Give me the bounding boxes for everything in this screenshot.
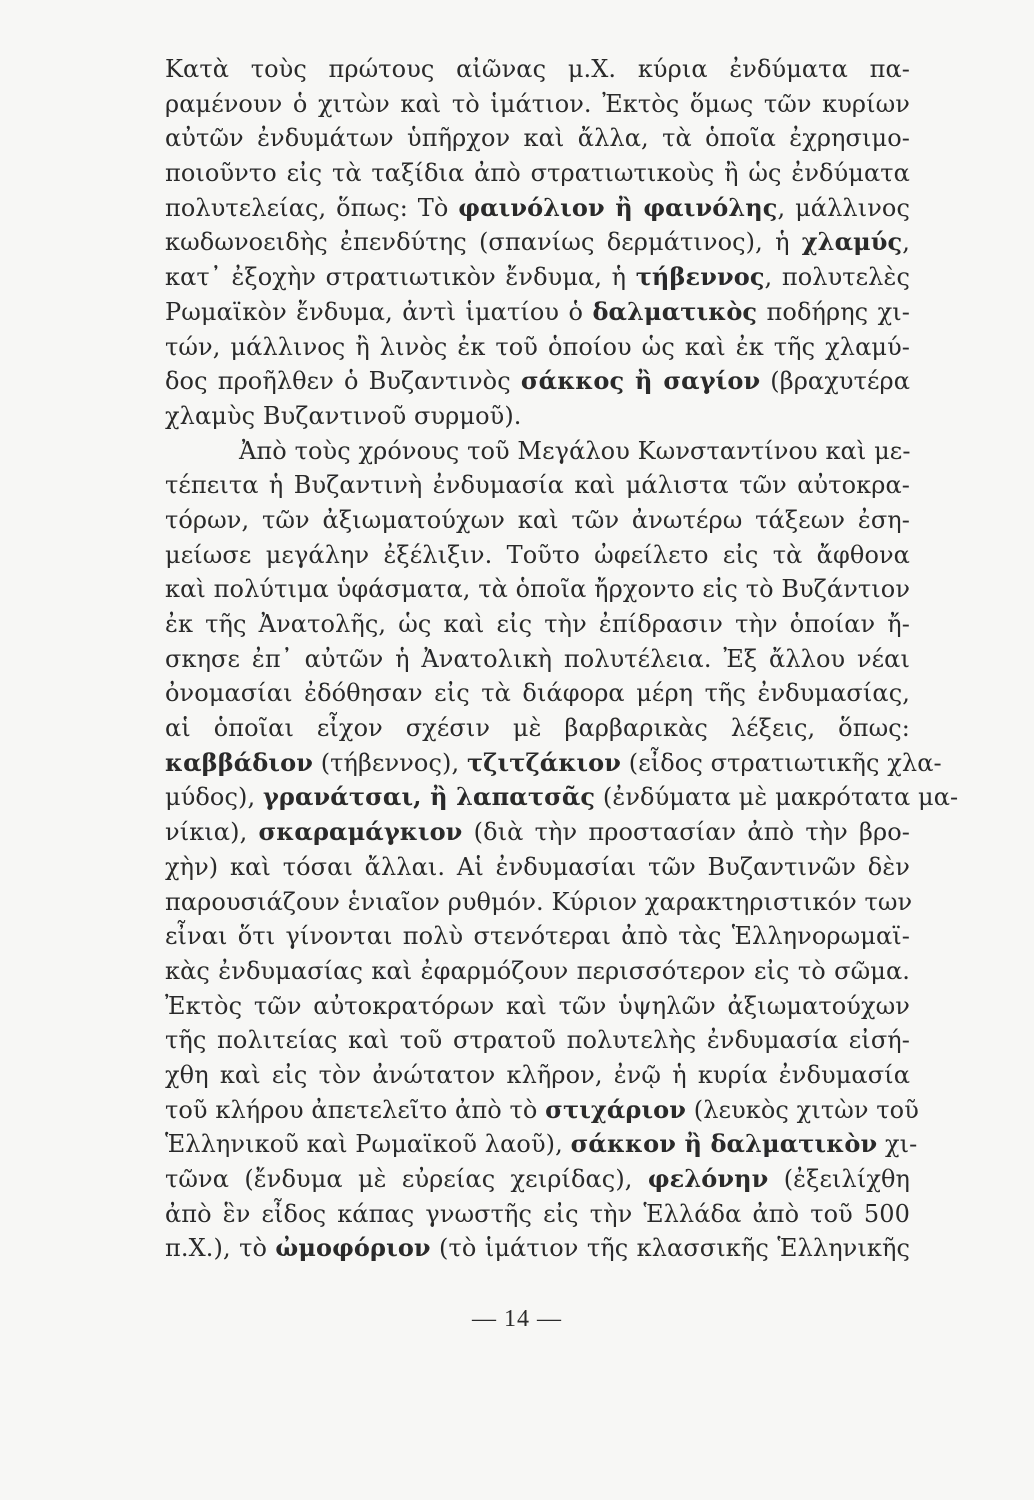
text-line xyxy=(165,989,910,1024)
text-line xyxy=(165,676,910,711)
text-segment: (ἐξειλίχθη xyxy=(768,1165,910,1193)
text-line xyxy=(165,1058,910,1093)
text-segment: τέπειτα ἡ Βυζαντινὴ ἐνδυμασία καὶ μάλιστα τῶν αὐτοκρα- xyxy=(165,471,910,500)
text-segment: τόρων, τῶν ἀξιωματούχων καὶ τῶν ἀνωτέρω τάξεων ἐση- xyxy=(165,505,910,534)
text-line xyxy=(165,191,910,226)
text-segment: (τὸ ἱμάτιον τῆς κλασσικῆς Ἑλληνικῆς xyxy=(430,1234,911,1263)
text-segment: κὰς ἐνδυμασίας καὶ ἐφαρμόζουν περισσότερον εἰς τὸ σῶμα. xyxy=(165,956,910,985)
text-segment: δος προῆλθεν ὁ Βυζαντινὸς xyxy=(165,367,521,396)
text-line xyxy=(165,850,910,885)
text-line xyxy=(165,711,910,746)
text-segment: χλαμὺς Βυζαντινοῦ συρμοῦ). xyxy=(165,401,522,430)
text-line xyxy=(165,503,910,538)
text-line xyxy=(165,364,910,399)
text-segment: αἱ ὁποῖαι εἶχον σχέσιν μὲ βαρβαρικὰς λέξεις, ὅπως: xyxy=(165,714,910,743)
text-segment: νίκια), xyxy=(165,818,259,847)
text-segment: , μάλλινος xyxy=(777,193,911,222)
text-segment: σκησε ἐπ᾽ αὐτῶν ἡ Ἀνατολικὴ πολυτέλεια. Ἐξ ἄλλου νέαι xyxy=(165,644,910,673)
text-line xyxy=(165,572,910,607)
bold-term: σάκκος ἢ σαγίον xyxy=(520,366,761,396)
text-segment: (βραχυτέρα xyxy=(760,367,910,396)
bold-term: στιχάριον xyxy=(545,1094,687,1124)
text-segment: τῆς πολιτείας καὶ τοῦ στρατοῦ πολυτελὴς ἐνδυμασία εἰσή- xyxy=(165,1026,910,1055)
text-line xyxy=(165,1231,910,1266)
page-number: — 14 — xyxy=(472,1306,562,1332)
bold-term: σάκκον ἢ δαλματικὸν xyxy=(570,1129,878,1159)
text-segment: Ἑλληνικοῦ καὶ Ρωμαϊκοῦ λαοῦ), xyxy=(165,1130,571,1159)
text-segment: ποδήρης χι- xyxy=(757,297,910,326)
body-text xyxy=(165,52,959,1266)
text-segment: (ἐνδύματα μὲ μακρότατα μα- xyxy=(595,783,959,812)
text-line xyxy=(165,1127,918,1162)
text-line xyxy=(165,954,910,989)
text-segment: κωδωνοειδὴς ἐπενδύτης (σπανίως δερμάτινος), ἡ xyxy=(165,228,802,257)
text-segment: χι- xyxy=(877,1130,918,1159)
text-segment: , xyxy=(902,228,910,257)
text-segment: ἀπὸ ἓν εἶδος κάπας γνωστῆς εἰς τὴν Ἑλλάδα ἀπὸ τοῦ 500 xyxy=(165,1199,910,1228)
text-segment: χθη καὶ εἰς τὸν ἀνώτατον κλῆρον, ἐνῷ ἡ κυρία ἐνδυμασία xyxy=(165,1060,910,1089)
text-segment: Ρωμαϊκὸν ἔνδυμα, ἀντὶ ἱματίου ὁ xyxy=(165,297,593,326)
text-segment: χὴν) καὶ τόσαι ἄλλαι. Αἱ ἐνδυμασίαι τῶν Βυζαντινῶν δὲν xyxy=(165,852,910,881)
text-line xyxy=(165,1197,910,1232)
text-segment: , πολυτελὲς xyxy=(764,263,911,292)
bold-term: φελόνην xyxy=(647,1164,769,1193)
text-segment: τοῦ κλήρου ἀπετελεῖτο ἀπὸ τὸ xyxy=(165,1095,546,1124)
bold-term: φαινόλιον ἢ φαινόλης xyxy=(458,192,778,222)
text-line xyxy=(165,538,910,573)
text-line xyxy=(165,52,910,87)
text-segment: τῶνα (ἔνδυμα μὲ εὐρείας χειρίδας), xyxy=(165,1165,648,1193)
text-line xyxy=(165,919,910,954)
bold-term: καββάδιον xyxy=(165,747,313,777)
text-segment: πολυτελείας, ὅπως: Τὸ xyxy=(165,193,459,222)
text-line xyxy=(165,295,910,330)
text-segment: Ἀπὸ τοὺς χρόνους τοῦ Μεγάλου Κωνσταντίνου καὶ με- xyxy=(239,436,911,465)
text-segment: ἐκ τῆς Ἀνατολῆς, ὡς καὶ εἰς τὴν ἐπίδρασιν τὴν ὁποίαν ἤ- xyxy=(165,610,910,638)
bold-term: χλαμύς xyxy=(801,227,903,257)
text-line xyxy=(165,1023,910,1058)
text-segment: μύδος), xyxy=(165,783,263,812)
bold-term: τζιτζάκιον xyxy=(466,747,622,777)
text-segment: ραμένουν ὁ χιτὼν καὶ τὸ ἱμάτιον. Ἐκτὸς ὅμως τῶν κυρίων xyxy=(165,89,910,118)
text-line xyxy=(165,1093,919,1128)
text-segment: μείωσε μεγάλην ἐξέλιξιν. Τοῦτο ὠφείλετο εἰς τὰ ἄφθονα xyxy=(165,540,910,569)
text-segment: αὐτῶν ἐνδυμάτων ὑπῆρχον καὶ ἄλλα, τὰ ὁποῖα ἐχρησιμο- xyxy=(165,124,910,153)
text-segment: Κατὰ τοὺς πρώτους αἰῶνας μ.Χ. κύρια ἐνδύματα πα- xyxy=(165,55,910,83)
text-line xyxy=(165,399,910,434)
bold-term: δαλματικὸς xyxy=(592,296,758,326)
text-segment: κατ᾽ ἐξοχὴν στρατιωτικὸν ἔνδυμα, ἡ xyxy=(165,263,636,292)
text-segment: (λευκὸς χιτὼν τοῦ xyxy=(686,1095,919,1124)
text-segment: (διὰ τὴν προστασίαν ἀπὸ τὴν βρο- xyxy=(462,818,910,847)
text-line xyxy=(165,815,910,850)
text-segment: καὶ πολύτιμα ὑφάσματα, τὰ ὁποῖα ἤρχοντο εἰς τὸ Βυζάντιον xyxy=(165,575,911,604)
text-line xyxy=(165,1162,910,1197)
text-line xyxy=(165,746,942,781)
text-segment: (τήβεννος), xyxy=(312,748,467,777)
text-line xyxy=(165,885,913,920)
text-line xyxy=(165,156,910,191)
text-line xyxy=(165,642,910,677)
text-line xyxy=(165,434,910,469)
text-segment: τών, μάλλινος ἢ λινὸς ἐκ τοῦ ὁποίου ὡς καὶ ἐκ τῆς χλαμύ- xyxy=(165,332,910,361)
text-line xyxy=(165,780,959,815)
text-line xyxy=(165,330,910,365)
text-line xyxy=(165,87,910,122)
text-line xyxy=(165,121,910,156)
text-segment: ὀνομασίαι ἐδόθησαν εἰς τὰ διάφορα μέρη τῆς ἐνδυμασίας, xyxy=(165,679,910,708)
text-segment: (εἶδος στρατιωτικῆς χλα- xyxy=(621,748,942,777)
bold-term: τήβεννος xyxy=(635,262,765,292)
text-segment: ποιοῦντο εἰς τὰ ταξίδια ἀπὸ στρατιωτικοὺς ἢ ὡς ἐνδύματα xyxy=(165,159,910,188)
text-line xyxy=(165,225,910,260)
bold-term: σκαραμάγκιον xyxy=(258,817,463,847)
bold-term: ὠμοφόριον xyxy=(275,1233,431,1263)
text-segment: π.Χ.), τὸ xyxy=(165,1234,276,1263)
text-line xyxy=(165,260,910,295)
text-segment: Ἐκτὸς τῶν αὐτοκρατόρων καὶ τῶν ὑψηλῶν ἀξιωματούχων xyxy=(165,991,910,1020)
text-line xyxy=(165,468,910,503)
text-segment: παρουσιάζουν ἑνιαῖον ρυθμόν. Κύριον χαρακτηριστικόν των xyxy=(165,887,913,916)
bold-term: γρανάτσαι, ἢ λαπατσᾶς xyxy=(262,782,596,812)
text-segment: εἶναι ὅτι γίνονται πολὺ στενότεραι ἀπὸ τὰς Ἑλληνορωμαϊ- xyxy=(165,922,910,951)
text-line xyxy=(165,607,910,642)
